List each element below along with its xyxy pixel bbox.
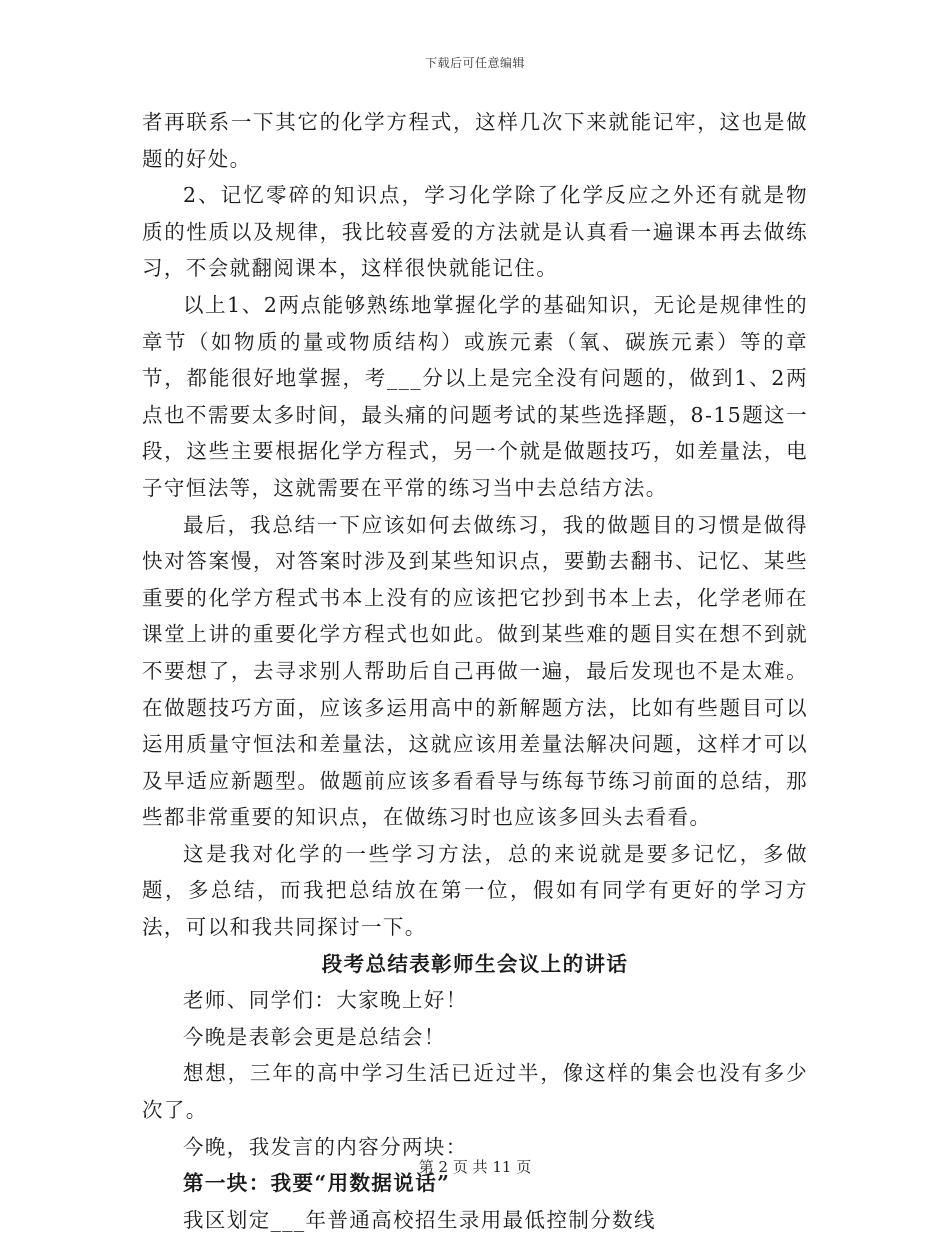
section-heading-part-one: 第一块：我要“用数据说话”	[183, 1171, 451, 1196]
paragraph-practice-advice: 最后，我总结一下应该如何去做练习，我的做题目的习惯是做得快对答案慢，对答案时涉及到某些知识点，要勤去翻书、记忆、某些重要的化学方程式书本上没有的应该把它抄到书本上去，化学老师在课堂上讲的重要化学方程式也如此。做到某些难的题目实在想不到就不要想了，去寻求别人帮助后自己再做一遍，最后发现也不是太难。在做题技巧方面，应该多运用高中的新解题方法，比如有些题目可以运用质量守恒法和差量法，这就应该用差量法解决问题，这样才可以及早适应新题型。做题前应该多看看导与练每节练习前面的总结，那些都非常重要的知识点，在做练习时也应该多回头去看看。	[142, 512, 808, 830]
paragraph-summary-points: 以上1、2两点能够熟练地掌握化学的基础知识，无论是规律性的章节（如物质的量或物质结构）或族元素（氧、碳族元素）等的章节，都能很好地掌握，考___分以上是完全没有问题的，做到1、2两点也不需要太多时间，最头痛的问题考试的某些选择题，8-15题这一段，这些主要根据化学方程式，另一个就是做题技巧，如差量法，电子守恒法等，这就需要在平常的练习当中去总结方法。	[142, 292, 808, 500]
paragraph-meeting-intro: 今晚是表彰会更是总结会！	[183, 1024, 446, 1049]
paragraph-greeting: 老师、同学们：大家晚上好！	[183, 988, 468, 1013]
paragraph-reflection: 想想，三年的高中学习生活已近过半，像这样的集会也没有多少次了。	[142, 1061, 808, 1123]
paragraph-point-2: 2、记忆零碎的知识点，学习化学除了化学反应之外还有就是物质的性质以及规律，我比较喜爱的方法就是认真看一遍课本再去做练习，不会就翻阅课本，这样很快就能记住。	[142, 183, 808, 281]
paragraph-conclusion: 这是我对化学的一些学习方法，总的来说就是要多记忆，多做题，多总结，而我把总结放在第一位，假如有同学有更好的学习方法，可以和我共同探讨一下。	[142, 841, 808, 940]
speech-title: 段考总结表彰师生会议上的讲话	[321, 951, 629, 976]
paragraph-score-line: 我区划定___年普通高校招生录用最低控制分数线	[183, 1207, 656, 1232]
document-body	[142, 104, 808, 1238]
paragraph-continuation: 者再联系一下其它的化学方程式，这样几次下来就能记牢，这也是做题的好处。	[142, 110, 808, 171]
paragraph-outline: 今晚，我发言的内容分两块：	[183, 1134, 468, 1159]
page-header: 下载后可任意编辑	[424, 56, 525, 70]
page-footer: 第 2 页 共 11 页	[418, 1158, 532, 1176]
